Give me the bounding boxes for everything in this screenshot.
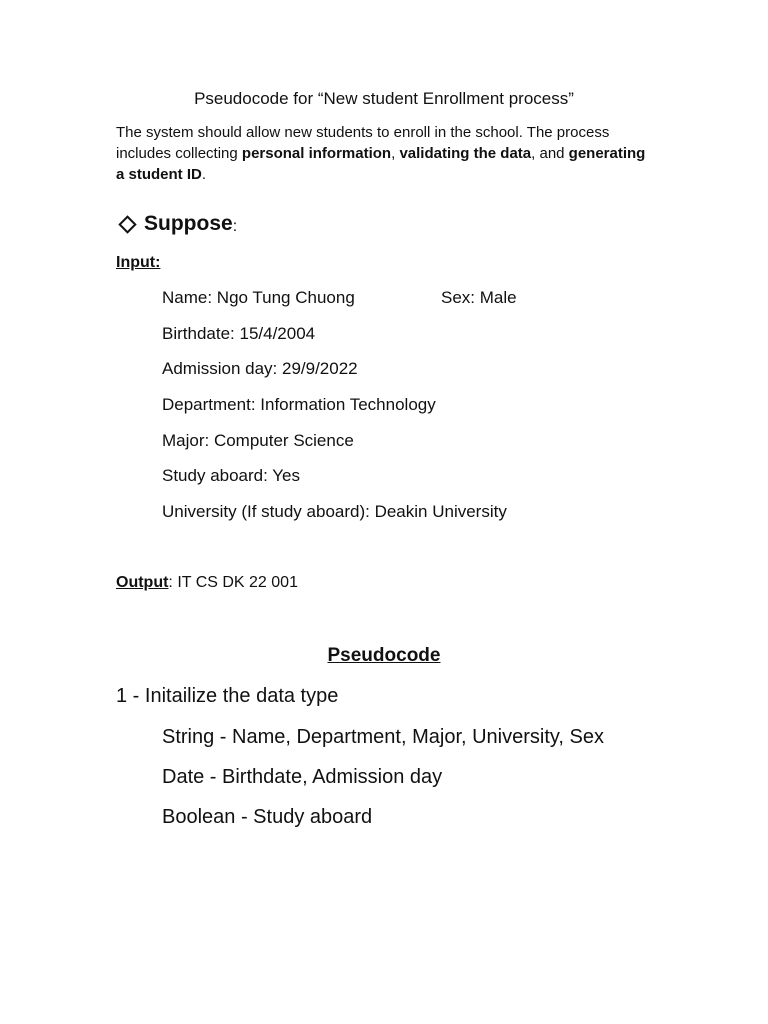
intro-bold-personal-information: personal information bbox=[241, 145, 392, 162]
field-study-aboard: Study aboard: Yes bbox=[162, 466, 301, 485]
intro-separator: , and bbox=[531, 145, 569, 162]
output-label: Output bbox=[116, 574, 169, 591]
field-name: Name: Ngo Tung Chuong bbox=[162, 288, 355, 307]
field-university: University (If study aboard): Deakin University bbox=[162, 502, 507, 521]
pseudocode-heading: Pseudocode bbox=[327, 645, 441, 666]
field-sex: Sex: Male bbox=[441, 288, 517, 307]
input-label: Input: bbox=[116, 254, 161, 271]
intro-text: The system should allow new students to enroll in the school. The process includes collecting bbox=[116, 124, 610, 162]
intro-paragraph bbox=[116, 122, 646, 185]
pseudocode-line-string: String - Name, Department, Major, University, Sex bbox=[162, 726, 604, 748]
suppose-colon: : bbox=[232, 218, 238, 235]
field-admission-day: Admission day: 29/9/2022 bbox=[162, 359, 358, 378]
output-row bbox=[116, 572, 298, 594]
field-birthdate: Birthdate: 15/4/2004 bbox=[162, 324, 316, 343]
pseudocode-line-boolean: Boolean - Study aboard bbox=[162, 806, 373, 828]
pseudocode-step-1: 1 - Initailize the data type bbox=[116, 685, 339, 707]
diamond-bullet-icon bbox=[118, 215, 136, 233]
field-major: Major: Computer Science bbox=[162, 431, 354, 450]
suppose-heading bbox=[116, 207, 237, 241]
pseudocode-line-date: Date - Birthdate, Admission day bbox=[162, 766, 443, 788]
intro-bold-validating-data: validating the data bbox=[399, 145, 532, 162]
intro-end: . bbox=[201, 166, 207, 183]
suppose-label: Suppose bbox=[144, 212, 233, 235]
intro-separator: , bbox=[391, 145, 400, 162]
input-label-row bbox=[116, 252, 160, 274]
document-title: Pseudocode for “New student Enrollment process” bbox=[194, 89, 574, 108]
field-department: Department: Information Technology bbox=[162, 395, 436, 414]
output-value: : IT CS DK 22 001 bbox=[168, 574, 298, 591]
intro-bold-generating-id: generating a student ID bbox=[116, 145, 646, 183]
